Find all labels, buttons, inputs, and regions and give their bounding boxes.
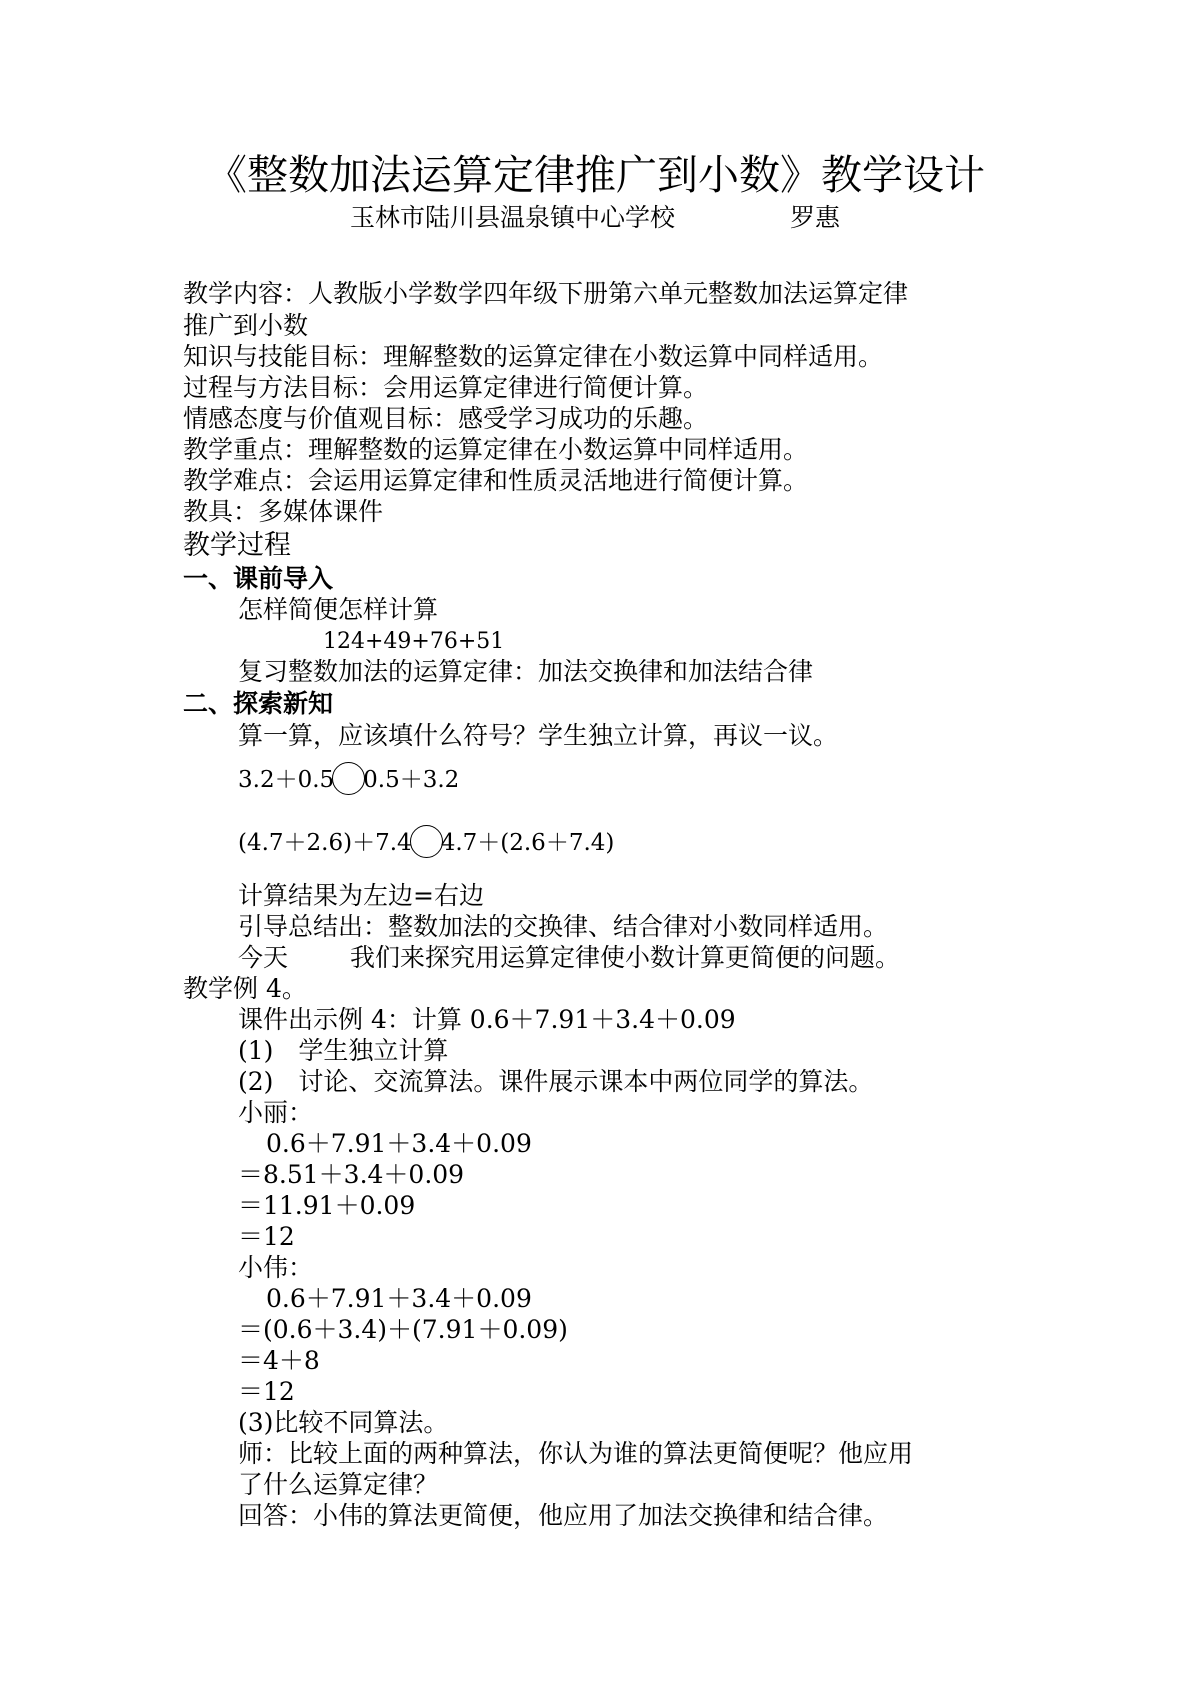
- emotion-line: [183, 403, 708, 435]
- example-show: 课件出示例 4：计算 0.6＋7.91＋3.4＋0.09: [238, 1005, 736, 1034]
- today-word: 今天: [238, 943, 289, 972]
- xiaoli-calc-line: 0.6＋7.91＋3.4＋0.09: [266, 1129, 532, 1158]
- s1-review: 复习整数加法的运算定律：加法交换律和加法结合律: [238, 657, 814, 686]
- key-point-text: 理解整数的运算定律在小数运算中同样适用。: [308, 435, 809, 464]
- compare-row-2: [238, 825, 614, 859]
- compare-2-left: (4.7＋2.6)＋7.4: [238, 830, 412, 856]
- author-name: 罗惠: [790, 203, 841, 232]
- process-heading: 教学过程: [183, 530, 291, 561]
- section-1-heading: 一、课前导入: [183, 564, 334, 593]
- difficulty-line: [183, 465, 808, 497]
- tools-line: [183, 496, 383, 528]
- answer-line: 回答：小伟的算法更简便，他应用了加法交换律和结合律。: [238, 1501, 889, 1530]
- step-3: (3)比较不同算法。: [238, 1408, 449, 1437]
- xiaowei-calc-line: ＝12: [238, 1377, 295, 1406]
- content-text: 人教版小学数学四年级下册第六单元整数加法运算定律: [308, 279, 909, 308]
- compare-blank-circle[interactable]: [332, 762, 365, 795]
- result-line: 计算结果为左边=右边: [238, 881, 484, 910]
- compare-1-left: 3.2＋0.5: [238, 767, 335, 793]
- process-goal-label: 过程与方法目标：: [183, 373, 384, 402]
- tools-label: 教具：: [183, 497, 259, 526]
- xiaowei-label: 小伟：: [238, 1253, 314, 1282]
- example-heading: 教学例 4。: [183, 974, 307, 1003]
- teacher-question-line2: 了什么运算定律？: [238, 1470, 439, 1499]
- guide-line: 引导总结出：整数加法的交换律、结合律对小数同样适用。: [238, 912, 889, 941]
- compare-1-right: 0.5＋3.2: [363, 767, 460, 793]
- emotion-text: 感受学习成功的乐趣。: [458, 404, 709, 433]
- compare-2-right: 4.7＋(2.6＋7.4): [440, 830, 615, 856]
- compare-blank-circle[interactable]: [410, 825, 443, 858]
- content-text-cont: 推广到小数: [183, 311, 309, 340]
- content-line: [183, 278, 908, 310]
- process-goal-text: 会用运算定律进行简便计算。: [383, 373, 709, 402]
- key-point-label: 教学重点：: [183, 435, 309, 464]
- knowledge-text: 理解整数的运算定律在小数运算中同样适用。: [383, 342, 884, 371]
- xiaoli-calc-line: ＝11.91＋0.09: [238, 1191, 416, 1220]
- knowledge-line: [183, 341, 883, 373]
- xiaoli-label: 小丽：: [238, 1098, 314, 1127]
- compare-row-1: [238, 762, 459, 796]
- section-2-heading: 二、探索新知: [183, 689, 334, 718]
- author-school: 玉林市陆川县温泉镇中心学校: [350, 203, 676, 232]
- xiaoli-calc-line: ＝12: [238, 1222, 295, 1251]
- xiaowei-calc-line: ＝(0.6＋3.4)＋(7.91＋0.09): [238, 1315, 568, 1344]
- process-goal-line: [183, 372, 708, 404]
- s1-line1: 怎样简便怎样计算: [238, 595, 439, 624]
- s2-intro: 算一算，应该填什么符号？学生独立计算，再议一议。: [238, 721, 839, 750]
- difficulty-text: 会运用运算定律和性质灵活地进行简便计算。: [308, 466, 809, 495]
- knowledge-label: 知识与技能目标：: [183, 342, 384, 371]
- xiaowei-calc-line: 0.6＋7.91＋3.4＋0.09: [266, 1284, 532, 1313]
- s1-expression: 124+49+76+51: [323, 629, 505, 654]
- key-point-line: [183, 434, 808, 466]
- step-2: (2) 讨论、交流算法。课件展示课本中两位同学的算法。: [238, 1067, 874, 1096]
- tools-text: 多媒体课件: [258, 497, 384, 526]
- xiaoli-calc-line: ＝8.51＋3.4＋0.09: [238, 1160, 465, 1189]
- step-1: (1) 学生独立计算: [238, 1036, 449, 1065]
- difficulty-label: 教学难点：: [183, 466, 309, 495]
- content-label: 教学内容：: [183, 279, 309, 308]
- today-text: 我们来探究用运算定律使小数计算更简便的问题。: [350, 943, 901, 972]
- teacher-question-line1: 师：比较上面的两种算法，你认为谁的算法更简便呢？他应用: [238, 1439, 914, 1468]
- emotion-label: 情感态度与价值观目标：: [183, 404, 459, 433]
- page-title: 《整数加法运算定律推广到小数》教学设计: [206, 151, 985, 199]
- xiaowei-calc-line: ＝4＋8: [238, 1346, 320, 1375]
